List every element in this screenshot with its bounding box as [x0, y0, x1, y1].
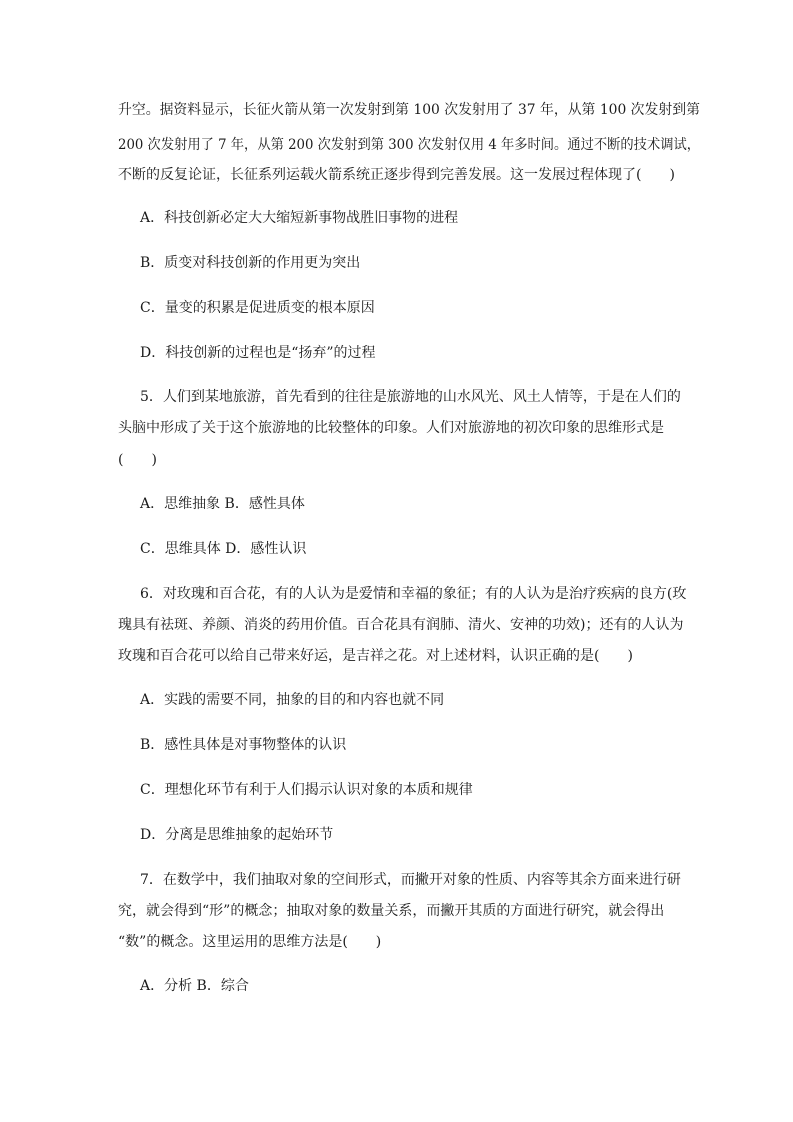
q4-option-d: D．科技创新的过程也是“扬弃”的过程 — [140, 345, 376, 361]
q7-option-ab: A．分析 B．综合 — [140, 978, 249, 994]
q6-option-a: A．实践的需要不同，抽象的目的和内容也就不同 — [140, 692, 445, 708]
q7-line-2: 究，就会得到“形”的概念；抽取对象的数量关系，而撇开其质的方面进行研究，就会得出 — [118, 903, 665, 919]
q6-line-1: 6．对玫瑰和百合花，有的人认为是爱情和幸福的象征；有的人认为是治疗疾病的良方(玫 — [140, 586, 687, 602]
q6-line-3: 玫瑰和百合花可以给自己带来好运，是吉祥之花。对上述材料，认识正确的是( ) — [118, 648, 633, 664]
q6-option-d: D．分离是思维抽象的起始环节 — [140, 827, 334, 843]
q4-option-a: A．科技创新必定大大缩短新事物战胜旧事物的进程 — [140, 210, 459, 226]
q5-line-2: 头脑中形成了关于这个旅游地的比较整体的印象。人们对旅游地的初次印象的思维形式是 — [118, 420, 664, 436]
q6-option-c: C．理想化环节有利于人们揭示认识对象的本质和规律 — [140, 782, 473, 798]
q4-line-2: 200 次发射用了 7 年，从第 200 次发射到第 300 次发射仅用 4 年多时间。通过不断的技术调试， — [118, 137, 701, 153]
q5-line-3: ( ) — [118, 452, 157, 468]
q4-line-1: 升空。据资料显示，长征火箭从第一次发射到第 100 次发射用了 37 年，从第 100 次发射到第 — [118, 102, 700, 118]
q6-line-2: 瑰具有祛斑、养颜、消炎的药用价值。百合花具有润肺、清火、安神的功效)；还有的人认为 — [118, 617, 684, 633]
q5-option-ab: A．思维抽象 B．感性具体 — [140, 496, 305, 512]
q5-option-cd: C．思维具体 D．感性认识 — [140, 541, 307, 557]
q7-line-3: “数”的概念。这里运用的思维方法是( ) — [118, 934, 382, 950]
q6-option-b: B．感性具体是对事物整体的认识 — [140, 737, 347, 753]
q4-line-3: 不断的反复论证，长征系列运载火箭系统正逐步得到完善发展。这一发展过程体现了( ) — [118, 167, 675, 183]
q4-option-c: C．量变的积累是促进质变的根本原因 — [140, 300, 375, 316]
q5-line-1: 5．人们到某地旅游，首先看到的往往是旅游地的山水风光、风土人情等，于是在人们的 — [140, 389, 681, 405]
q4-option-b: B．质变对科技创新的作用更为突出 — [140, 255, 361, 271]
q7-line-1: 7．在数学中，我们抽取对象的空间形式，而撇开对象的性质、内容等其余方面来进行研 — [140, 872, 681, 888]
